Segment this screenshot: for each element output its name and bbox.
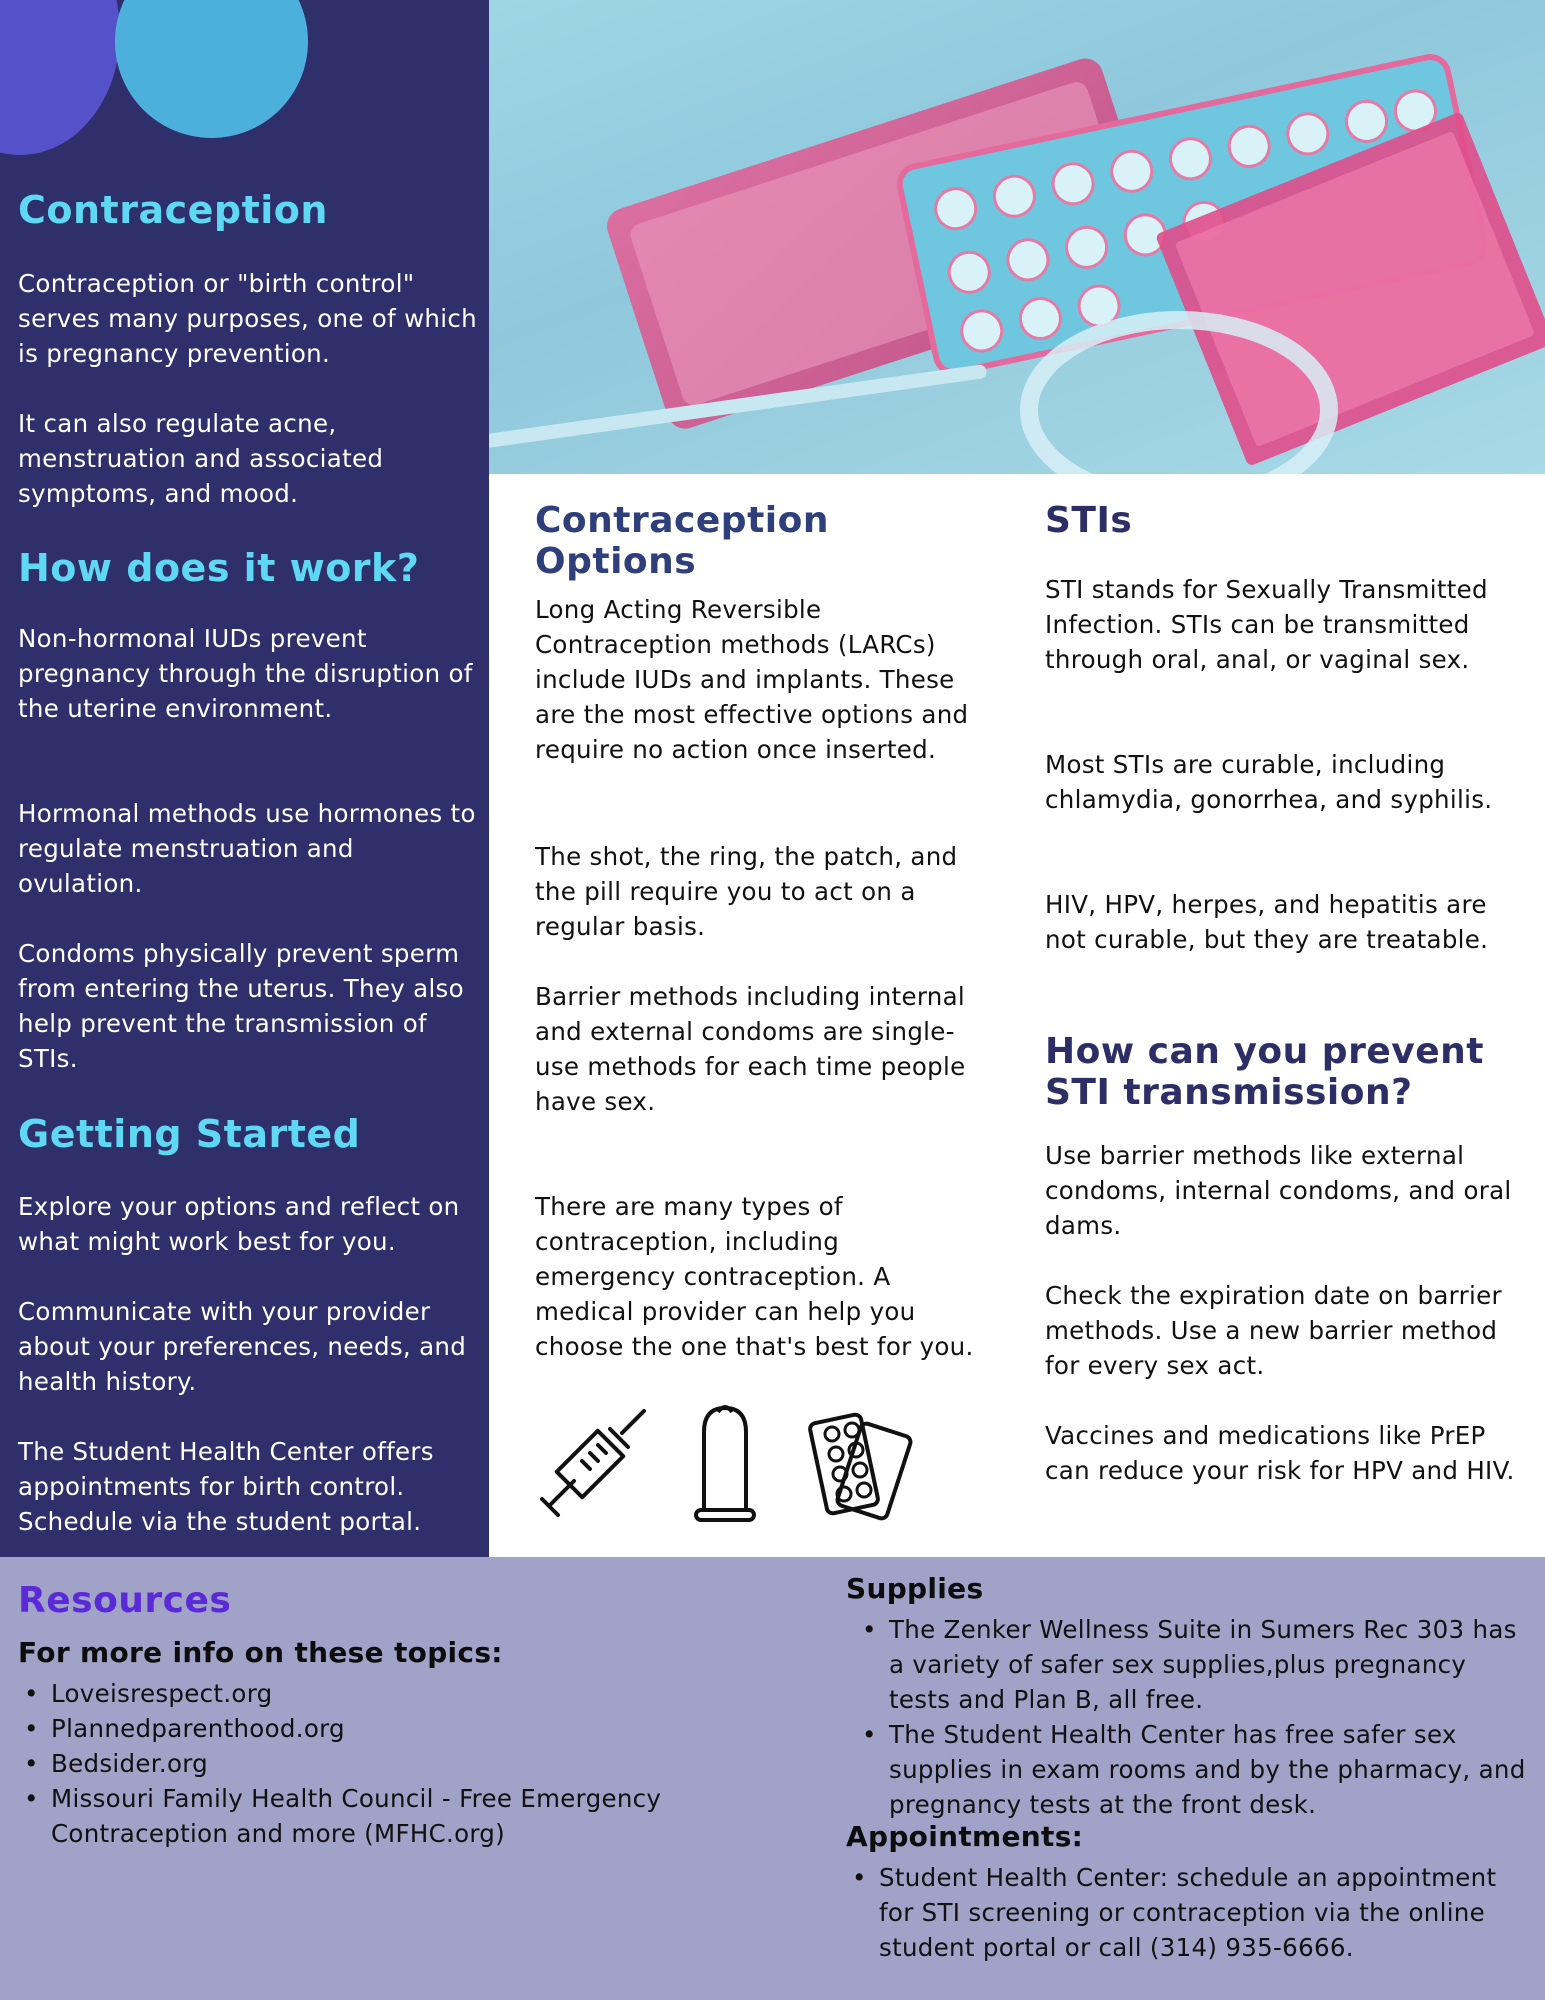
list-item: • Student Health Center: schedule an appointment for STI screening or contraception via the online student portal or call (314) 935-6666. <box>846 1860 1516 1965</box>
sidebar-paragraph-4: Hormonal methods use hormones to regulate menstruation and ovulation. <box>18 799 476 898</box>
right-paragraph-5: Check the expiration date on barrier methods. Use a new barrier method for every sex act. <box>1045 1281 1502 1380</box>
right-paragraph-3: HIV, HPV, herpes, and hepatitis are not curable, but they are treatable. <box>1045 890 1489 954</box>
heading-resources: Resources <box>18 1580 232 1621</box>
appointments-list <box>846 1860 1516 1965</box>
decorative-circle-purple <box>0 0 120 155</box>
right-paragraph-1: STI stands for Sexually Transmitted Infection. STIs can be transmitted through oral, anal, or vaginal sex. <box>1045 575 1488 674</box>
list-item: • The Student Health Center has free safer sex supplies in exam rooms and by the pharmacy, and pregnancy tests at the front desk. <box>856 1717 1526 1822</box>
sidebar-paragraph-6: Explore your options and reflect on what might work best for you. <box>18 1192 460 1256</box>
sidebar-paragraph-7: Communicate with your provider about your preferences, needs, and health history. <box>18 1297 467 1396</box>
heading-supplies: Supplies <box>846 1572 984 1605</box>
right-paragraph-2: Most STIs are curable, including chlamydia, gonorrhea, and syphilis. <box>1045 750 1493 814</box>
sidebar-paragraph-1: Contraception or "birth control" serves many purposes, one of which is pregnancy prevention. <box>18 269 477 368</box>
sidebar-paragraph-2: It can also regulate acne, menstruation and associated symptoms, and mood. <box>18 409 384 508</box>
heading-appointments: Appointments: <box>846 1820 1084 1853</box>
contraceptives-photo <box>489 0 1545 474</box>
list-item: • The Zenker Wellness Suite in Sumers Rec 303 has a variety of safer sex supplies,plus pregnancy tests and Plan B, all free. <box>856 1612 1526 1717</box>
pill-pack-icon <box>808 1410 918 1525</box>
right-paragraph-6: Vaccines and medications like PrEP can reduce your risk for HPV and HIV. <box>1045 1421 1515 1485</box>
heading-prevent-sti: How can you prevent STI transmission? <box>1045 1031 1484 1113</box>
resource-link[interactable]: • Missouri Family Health Council - Free Emergency Contraception and more (MFHC.org) <box>18 1781 738 1851</box>
middle-paragraph-4: There are many types of contraception, including emergency contraception. A medical provider can help you choose the one that's best for you. <box>535 1192 974 1361</box>
heading-contraception-options: Contraception Options <box>535 500 829 582</box>
syringe-icon <box>532 1407 652 1527</box>
resource-links-list <box>18 1676 738 1851</box>
condom-icon <box>690 1402 760 1527</box>
middle-paragraph-3: Barrier methods including internal and external condoms are single-use methods for each time people have sex. <box>535 982 966 1116</box>
sidebar-paragraph-5: Condoms physically prevent sperm from entering the uterus. They also help prevent the transmission of STIs. <box>18 939 464 1073</box>
sidebar-paragraph-8: The Student Health Center offers appointments for birth control. Schedule via the student portal. <box>18 1437 434 1536</box>
middle-paragraph-1: Long Acting Reversible Contraception methods (LARCs) include IUDs and implants. These are the most effective options and require no action once inserted. <box>535 595 969 764</box>
heading-stis: STIs <box>1045 500 1133 541</box>
middle-paragraph-2: The shot, the ring, the patch, and the pill require you to act on a regular basis. <box>535 842 958 941</box>
heading-how-does-it-work: How does it work? <box>18 546 420 590</box>
supplies-list <box>856 1612 1526 1822</box>
decorative-circle-blue <box>115 0 308 138</box>
heading-more-info: For more info on these topics: <box>18 1636 503 1669</box>
resource-link[interactable]: • Plannedparenthood.org <box>18 1711 738 1746</box>
resource-link[interactable]: • Loveisrespect.org <box>18 1676 738 1711</box>
heading-getting-started: Getting Started <box>18 1112 361 1156</box>
right-paragraph-4: Use barrier methods like external condoms, internal condoms, and oral dams. <box>1045 1141 1512 1240</box>
sidebar-paragraph-3: Non-hormonal IUDs prevent pregnancy through the disruption of the uterine environment. <box>18 624 473 723</box>
heading-contraception: Contraception <box>18 188 328 232</box>
resource-link[interactable]: • Bedsider.org <box>18 1746 738 1781</box>
